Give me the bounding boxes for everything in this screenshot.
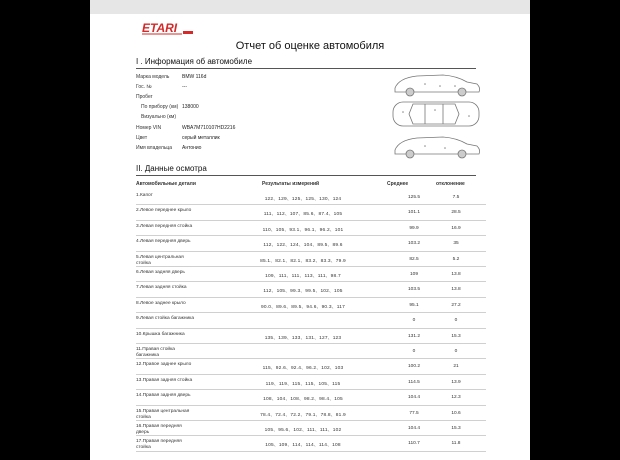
table-row <box>136 421 486 436</box>
part-cell: 8.Левое заднее крыло <box>136 300 186 306</box>
measurements-cell: 112、105、99.3、99.5、102、105 <box>263 289 343 295</box>
info-label: Номер VIN <box>136 124 162 131</box>
deviation-cell: 13.8 <box>451 272 461 277</box>
section-heading-info: I . Информация об автомобиле <box>136 57 253 66</box>
table-row <box>136 282 486 297</box>
measurements-cell: 108、104、108、98.2、98.4、105 <box>263 397 343 403</box>
measurements-cell: 112、122、124、104、89.5、89.6 <box>263 243 343 249</box>
table-row <box>136 221 486 236</box>
info-value: BMW 116d <box>182 74 207 80</box>
table-row <box>136 190 486 205</box>
table-row <box>136 436 486 451</box>
average-cell: 109 <box>409 272 418 277</box>
measurements-cell: 78.4、72.4、72.2、79.1、78.8、81.9 <box>260 412 346 418</box>
average-cell: 103.2 <box>407 241 420 247</box>
part-cell: 3.Левая передняя стойка <box>136 223 193 229</box>
measurements-cell: 115、92.6、92.4、96.2、102、103 <box>262 366 344 372</box>
deviation-cell: 5.2 <box>452 256 460 262</box>
svg-text:ETARI: ETARI <box>142 21 178 35</box>
part-cell: 6.Левая задняя дверь <box>136 270 185 275</box>
info-label: Марка модель <box>136 74 170 80</box>
info-value: Антонио <box>182 144 202 151</box>
table-row <box>136 329 486 344</box>
info-value: серый металлик <box>182 134 220 141</box>
average-cell: 110.7 <box>408 441 420 447</box>
table-row <box>136 359 486 374</box>
table-row <box>136 236 486 251</box>
part-cell: 5.Левая центральная стойка <box>136 254 184 266</box>
deviation-cell: 10.6 <box>451 410 461 416</box>
section-rule <box>136 175 476 176</box>
deviation-cell: 35 <box>453 241 459 247</box>
info-row <box>136 114 182 120</box>
car-diagram-icon <box>385 66 485 162</box>
table-row <box>136 267 486 282</box>
report-page <box>90 0 530 460</box>
part-cell: 16.Правая передняя дверь <box>136 424 182 435</box>
part-cell: 2.Левое переднее крыло <box>136 208 192 214</box>
part-cell: 14.Правая задняя дверь <box>136 393 191 399</box>
part-cell: 12.Правое заднее крыло <box>136 362 192 368</box>
part-cell: 10.Крышка багажника <box>136 331 185 337</box>
average-cell: 95.1 <box>409 302 419 308</box>
part-cell: 4.Левая передняя дверь <box>136 239 191 245</box>
info-label: По прибору (км) <box>141 104 179 111</box>
info-value: --- <box>182 84 187 91</box>
deviation-cell: 27.2 <box>451 302 461 308</box>
deviation-cell: 13.9 <box>451 379 461 385</box>
average-cell: 114.5 <box>408 379 420 385</box>
table-row <box>136 344 486 359</box>
part-cell: 1.Капот <box>136 193 153 198</box>
table-header-deviation: отклонение <box>436 181 465 187</box>
measurements-cell: 90.0、89.6、89.5、94.6、90.3、117 <box>261 304 345 310</box>
info-row <box>136 104 199 110</box>
table-header-measurements: Результаты измерений <box>262 181 320 187</box>
average-cell: 100.2 <box>407 364 420 370</box>
deviation-cell: 15.3 <box>451 426 461 431</box>
info-label: Имя владельца <box>136 144 173 151</box>
average-cell: 104.4 <box>407 426 420 431</box>
table-row <box>136 313 486 328</box>
info-row <box>136 74 206 80</box>
deviation-cell: 28.5 <box>451 210 461 216</box>
info-row <box>136 125 235 131</box>
deviation-cell: 12.3 <box>451 395 461 401</box>
measurements-cell: 122、129、125、125、130、124 <box>264 197 342 202</box>
average-cell: 99.9 <box>409 225 419 231</box>
deviation-cell: 0 <box>454 349 458 354</box>
measurements-cell: 109、111、111、113、111、98.7 <box>265 274 341 279</box>
part-cell: 13.Правая задняя стойка <box>136 377 193 383</box>
info-row <box>136 84 187 90</box>
average-cell: 103.5 <box>407 287 420 293</box>
info-row <box>136 94 182 100</box>
average-cell: 101.1 <box>407 210 420 216</box>
measurements-cell: 105、95.6、102、111、111、102 <box>264 428 342 433</box>
table-row <box>136 390 486 405</box>
info-value: WBA7M710107HD2216 <box>182 124 236 131</box>
part-cell: 7.Левая задняя стойка <box>136 285 187 291</box>
average-cell: 125.5 <box>407 195 420 200</box>
info-row <box>136 135 220 141</box>
etari-logo <box>142 20 196 36</box>
measurements-cell: 85.1、82.1、82.1、83.2、83.3、79.9 <box>260 258 346 264</box>
info-label: Цвет <box>136 134 148 141</box>
deviation-cell: 21 <box>453 364 459 370</box>
info-label: Пробег <box>136 94 153 101</box>
measurements-cell: 110、105、93.1、96.1、96.2、101 <box>262 227 344 233</box>
part-cell: 11.Правая стойка багажника <box>136 347 175 358</box>
deviation-cell: 15.3 <box>451 333 461 339</box>
average-cell: 131.2 <box>407 333 420 339</box>
table-row <box>136 375 486 390</box>
deviation-cell: 7.5 <box>452 195 460 200</box>
measurements-cell: 105、109、114、114、114、108 <box>265 443 341 449</box>
table-row <box>136 252 486 267</box>
average-cell: 0 <box>412 349 416 354</box>
measurements-cell: 135、139、133、131、127、123 <box>264 335 342 341</box>
info-label: Визуально (км) <box>141 114 176 121</box>
part-cell: 9.Левая стойка багажника <box>136 316 195 322</box>
deviation-cell: 11.8 <box>451 441 461 447</box>
average-cell: 82.5 <box>409 256 419 262</box>
measurements-cell: 119、119、115、115、105、115 <box>265 381 341 387</box>
deviation-cell: 16.9 <box>451 225 461 231</box>
deviation-cell: 0 <box>454 318 458 324</box>
section-heading-inspection: II. Данные осмотра <box>136 164 207 173</box>
info-label: Гос. № <box>136 84 152 91</box>
average-cell: 77.5 <box>409 410 419 416</box>
table-row <box>136 205 486 220</box>
info-row <box>136 145 201 151</box>
table-row <box>136 298 486 313</box>
deviation-cell: 13.8 <box>451 287 461 293</box>
info-value: 138000 <box>182 104 199 111</box>
average-cell: 0 <box>412 318 416 324</box>
average-cell: 104.4 <box>407 395 420 401</box>
table-row <box>136 406 486 421</box>
part-cell: 15.Правая центральная стойка <box>136 408 190 420</box>
table-header-average: Среднее <box>387 181 409 187</box>
measurements-cell: 111、112、107、85.6、87.4、105 <box>263 212 343 218</box>
page-top-edge <box>90 0 530 14</box>
part-cell: 17.Правая передняя стойка <box>136 439 182 451</box>
report-title: Отчет об оценке автомобиля <box>235 40 385 52</box>
table-header-part: Автомобильные детали <box>136 181 196 187</box>
